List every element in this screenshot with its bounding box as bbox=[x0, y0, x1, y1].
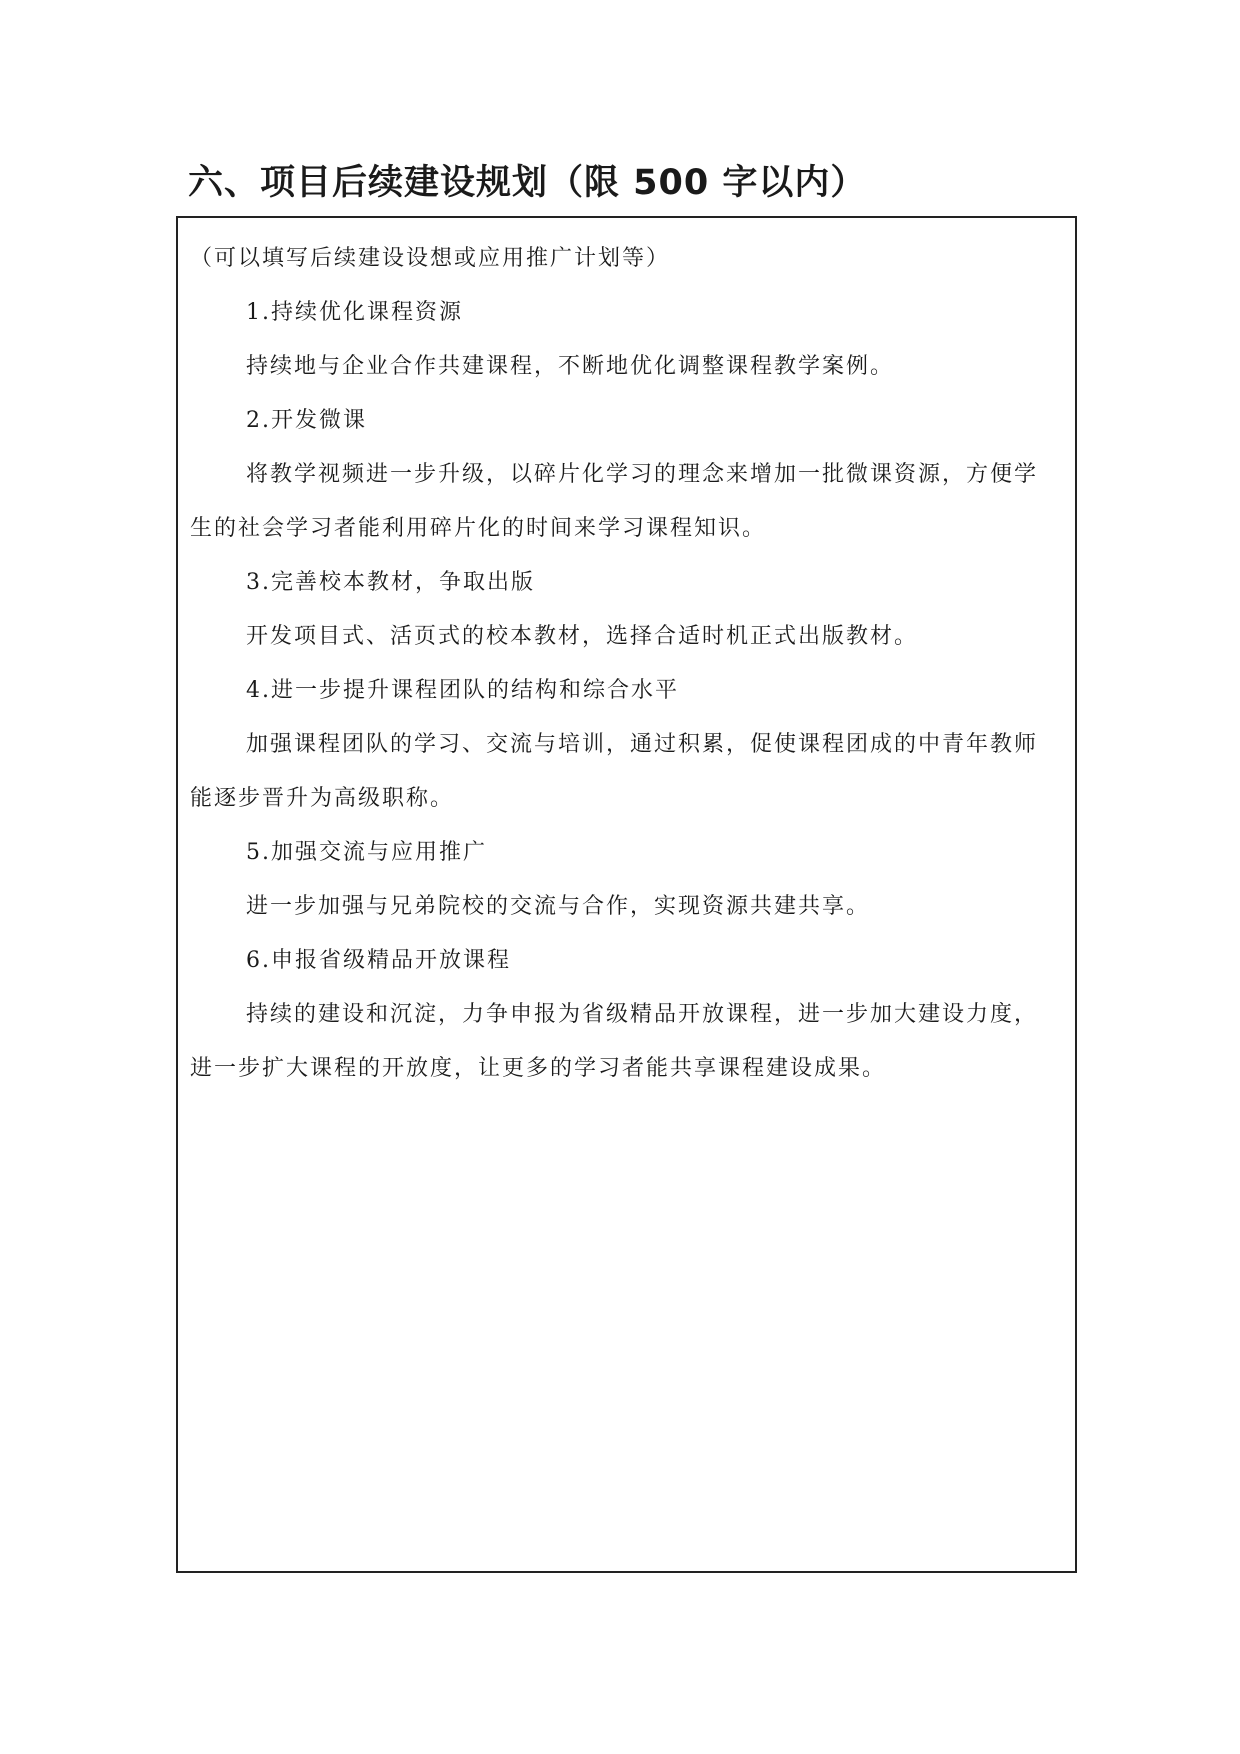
paragraph-2-line-1: 将教学视频进一步升级，以碎片化学习的理念来增加一批微课资源，方便学 bbox=[246, 462, 1039, 487]
paragraph-2-line-2: 生的社会学习者能利用碎片化的时间来学习课程知识。 bbox=[190, 516, 767, 541]
paragraph-3: 开发项目式、活页式的校本教材，选择合适时机正式出版教材。 bbox=[246, 624, 919, 649]
heading-4: 4.进一步提升课程团队的结构和综合水平 bbox=[246, 678, 679, 703]
page-title: 六、项目后续建设规划（限 500 字以内） bbox=[188, 163, 867, 203]
paragraph-5: 进一步加强与兄弟院校的交流与合作，实现资源共建共享。 bbox=[246, 894, 871, 919]
heading-2: 2.开发微课 bbox=[246, 408, 367, 433]
hint-text: （可以填写后续建设设想或应用推广计划等） bbox=[190, 246, 671, 271]
heading-1: 1.持续优化课程资源 bbox=[246, 300, 463, 325]
paragraph-1: 持续地与企业合作共建课程，不断地优化调整课程教学案例。 bbox=[246, 354, 895, 379]
content-box bbox=[176, 216, 1077, 1573]
heading-6: 6.申报省级精品开放课程 bbox=[246, 948, 511, 973]
heading-5: 5.加强交流与应用推广 bbox=[246, 840, 487, 865]
content-text bbox=[190, 232, 1060, 1096]
paragraph-6-line-2: 进一步扩大课程的开放度，让更多的学习者能共享课程建设成果。 bbox=[190, 1056, 887, 1081]
heading-3: 3.完善校本教材，争取出版 bbox=[246, 570, 535, 595]
paragraph-4-line-2: 能逐步晋升为高级职称。 bbox=[190, 786, 455, 811]
paragraph-4-line-1: 加强课程团队的学习、交流与培训，通过积累，促使课程团成的中青年教师 bbox=[246, 732, 1039, 757]
paragraph-6-line-1: 持续的建设和沉淀，力争申报为省级精品开放课程，进一步加大建设力度， bbox=[246, 1002, 1039, 1027]
